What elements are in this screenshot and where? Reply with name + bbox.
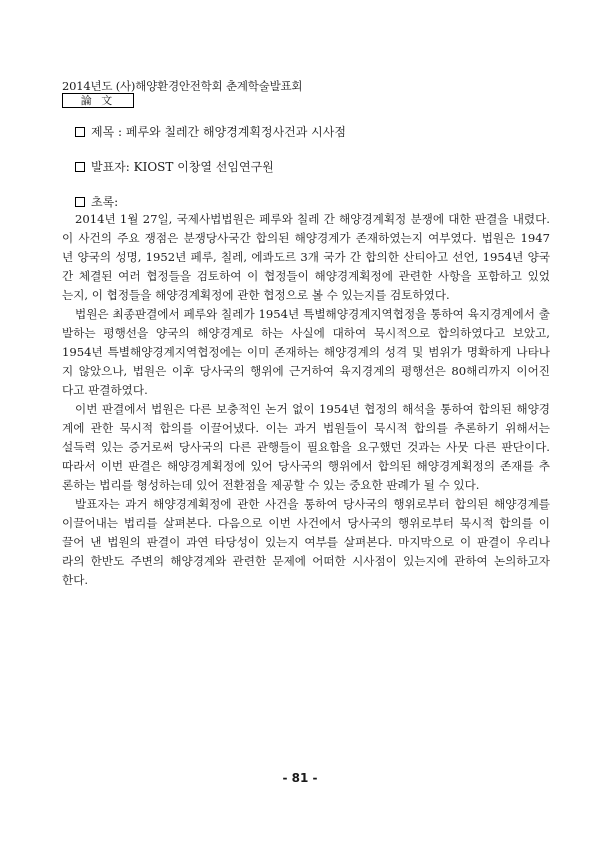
abstract-line: 발하는 평행선을 양국의 해양경계로 하는 사실에 대하여 묵시적으로 합의하였다고 보았고,: [62, 326, 550, 340]
abstract-line: 1954년 특별해양경계지역협정에는 이미 존재하는 해양경계의 성격 및 범위가 명확하게 나타나: [62, 345, 550, 359]
checkbox-square-icon: [75, 127, 85, 137]
abstract-label-field: [75, 193, 118, 210]
title-text: 제목 : 페루와 칠레간 해양경계획정사건과 시사점: [91, 125, 346, 139]
category-label: 論 文: [62, 93, 134, 108]
presenter-field: [75, 158, 274, 175]
abstract-line: 지 않았으나, 법원은 이후 당사국의 행위에 근거하여 육지경계의 평행선은 80해리까지 이어진: [62, 364, 550, 378]
abstract-line: 법원은 최종판결에서 페루와 칠레가 1954년 특별해양경계지역협정을 통하여 육지경계에서 출: [75, 307, 550, 321]
conference-header: 2014년도 (사)해양환경안전학회 춘계학술발표회: [62, 79, 303, 93]
abstract-line: 설득력 있는 증거로써 당사국의 다른 관행들이 필요함을 요구했던 것과는 사뭇 다른 판단이다.: [62, 440, 550, 454]
abstract-line: 라의 한반도 주변의 해양경계와 관련한 문제에 어떠한 시사점이 있는지에 관하여 논의하고자: [62, 554, 550, 568]
abstract-line: 다고 판결하였다.: [62, 383, 148, 397]
abstract-line: 간 체결된 여러 협정들을 검토하여 이 협정들이 해양경계획정에 관련한 사항을 포함하고 있었: [62, 269, 550, 283]
presenter-text: 발표자: KIOST 이창열 선임연구원: [91, 160, 274, 174]
abstract-line: 는지, 이 협정들을 해양경계획정에 관한 협정으로 볼 수 있는지를 검토하였다.: [62, 288, 450, 302]
abstract-body: [62, 210, 550, 590]
abstract-line: 끌어 낸 법원의 판결이 과연 타당성이 있는지 여부를 살펴본다. 마지막으로 이 판결이 우리나: [62, 535, 550, 549]
abstract-line: 한다.: [62, 573, 89, 587]
abstract-line: 계에 관한 묵시적 합의를 이끌어냈다. 이는 과거 법원들이 묵시적 합의를 추론하기 위해서는: [62, 421, 550, 435]
abstract-line: 발표자는 과거 해양경계획정에 관한 사건을 통하여 당사국의 행위로부터 합의된 해양경계를: [75, 497, 550, 511]
abstract-line: 년 양국의 성명, 1952년 페루, 칠레, 에콰도르 3개 국가 간 합의한 산티아고 선언, 1954년 양국: [62, 250, 550, 264]
abstract-line: 이 사건의 주요 쟁점은 분쟁당사국간 합의된 해양경계가 존재하였는지 여부였다. 법원은 1947: [62, 231, 550, 245]
checkbox-square-icon: [75, 162, 85, 172]
abstract-line: 이끌어내는 법리를 살펴본다. 다음으로 이번 사건에서 당사국의 행위로부터 묵시적 합의를 이: [62, 516, 550, 530]
page-number: - 81 -: [282, 771, 318, 785]
abstract-label: 초록:: [91, 195, 119, 209]
abstract-line: 론하는 법리를 형성하는데 있어 전환점을 제공할 수 있는 중요한 판례가 될 수 있다.: [62, 478, 480, 492]
abstract-line: 2014년 1월 27일, 국제사법법원은 페루와 칠레 간 해양경계획정 분쟁에 대한 판결을 내렸다.: [75, 212, 550, 226]
abstract-line: 따라서 이번 판결은 해양경계획정에 있어 당사국의 행위에서 합의된 해양경계획정의 존재를 추: [62, 459, 550, 473]
abstract-line: 이번 판결에서 법원은 다른 보충적인 논거 없이 1954년 협정의 해석을 통하여 합의된 해양경: [75, 402, 550, 416]
title-field: [75, 123, 346, 140]
checkbox-square-icon: [75, 197, 85, 207]
